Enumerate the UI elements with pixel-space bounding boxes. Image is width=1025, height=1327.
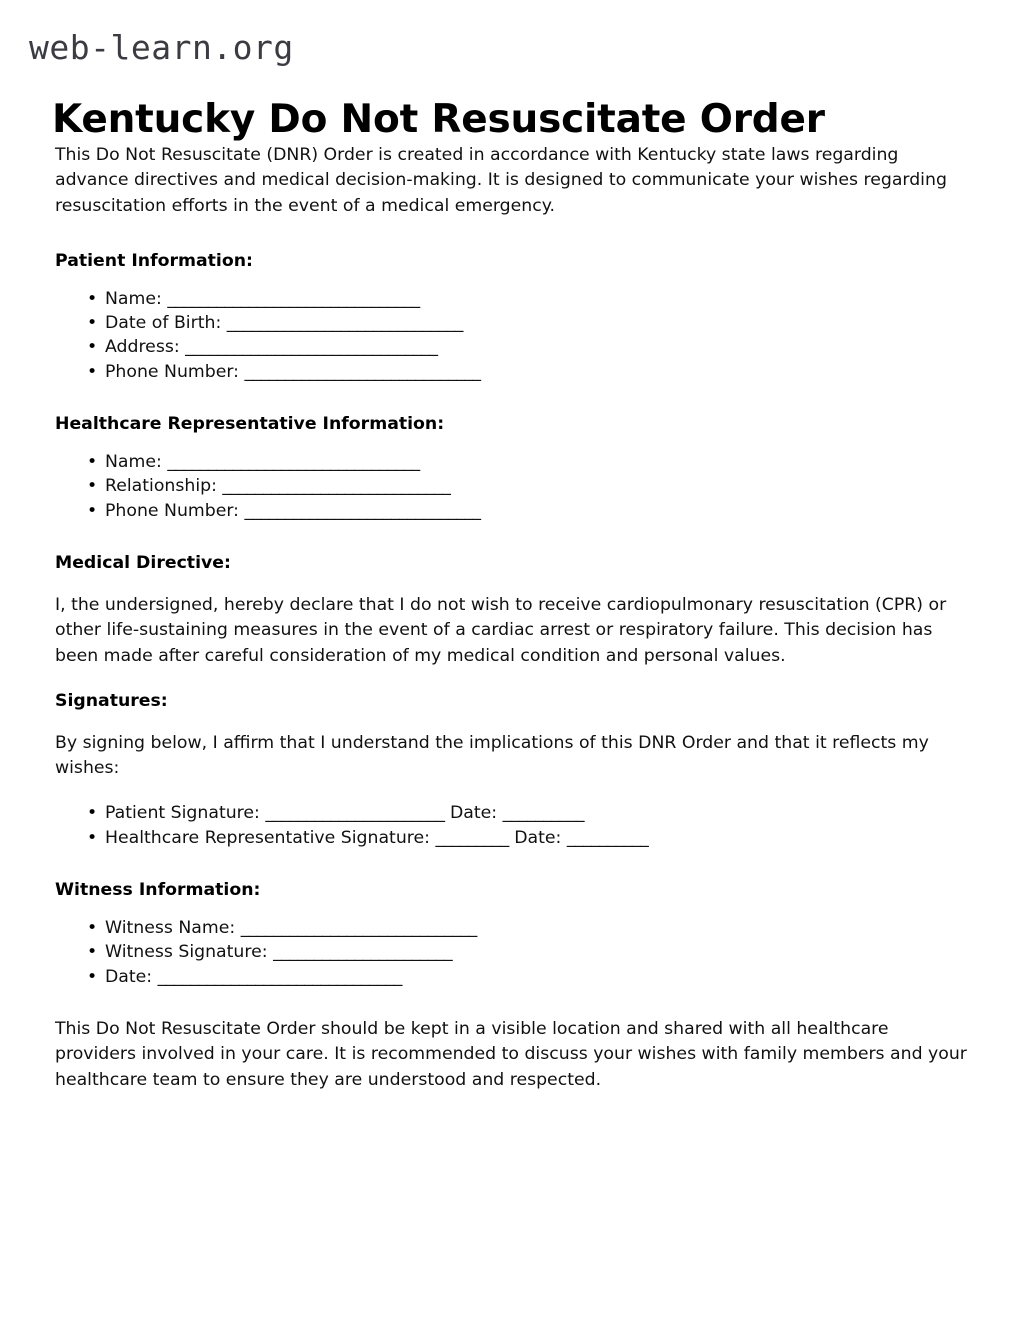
field-patient-phone-number <box>55 360 970 384</box>
intro-paragraph: This Do Not Resuscitate (DNR) Order is created in accordance with Kentucky state laws regarding advance directives and medical decision-making. It is designed to communicate your wishes regarding resuscitation efforts in the event of a medical emergency. <box>55 145 947 216</box>
field-blank[interactable]: _____________________________ <box>244 361 481 382</box>
field-label: Name: <box>105 452 162 473</box>
field-representative-name <box>55 450 970 474</box>
document-body <box>55 143 970 1093</box>
date-label: Date: <box>514 827 562 848</box>
field-blank[interactable]: ______________________ <box>265 803 445 824</box>
field-label: Address: <box>105 337 180 358</box>
signature-fields <box>55 801 970 850</box>
field-blank[interactable]: _______________________________ <box>185 337 438 358</box>
field-patient-address <box>55 335 970 359</box>
section-heading-witness-information: Witness Information: <box>55 880 261 901</box>
page-title: Kentucky Do Not Resuscitate Order <box>52 97 825 143</box>
healthcare-representative-fields <box>55 450 970 523</box>
field-label: Phone Number: <box>105 500 239 521</box>
signatures-paragraph: By signing below, I affirm that I understand the implications of this DNR Order and that it reflects my wishes: <box>55 732 929 779</box>
date-blank[interactable]: __________ <box>566 827 649 848</box>
section-heading-patient-information: Patient Information: <box>55 250 253 271</box>
witness-information-fields <box>55 916 970 989</box>
field-label: Witness Name: <box>105 918 236 939</box>
field-blank[interactable]: _____________________________ <box>226 313 463 334</box>
field-blank[interactable]: _____________________________ <box>244 500 481 521</box>
field-representative-signature <box>55 826 970 850</box>
field-patient-signature <box>55 801 970 825</box>
field-label: Phone Number: <box>105 361 239 382</box>
field-blank[interactable]: ____________________________ <box>222 476 451 497</box>
section-heading-signatures: Signatures: <box>55 690 168 711</box>
field-patient-date-of-birth <box>55 311 970 335</box>
field-witness-date <box>55 965 970 989</box>
section-heading-medical-directive: Medical Directive: <box>55 552 231 573</box>
field-blank[interactable]: _________ <box>435 827 509 848</box>
medical-directive-paragraph: I, the undersigned, hereby declare that I do not wish to receive cardiopulmonary resuscitation (CPR) or other life-sustaining measures in the event of a cardiac arrest or respiratory failure. This decision has been made after careful consideration of my medical condition and personal values. <box>55 594 947 666</box>
field-label: Name: <box>105 288 162 309</box>
section-heading-healthcare-representative-information: Healthcare Representative Information: <box>55 414 445 435</box>
date-blank[interactable]: __________ <box>502 803 584 824</box>
field-representative-relationship <box>55 474 970 498</box>
field-blank[interactable]: _______________________________ <box>167 452 420 473</box>
field-label: Date of Birth: <box>105 313 222 334</box>
field-label: Date: <box>105 966 153 987</box>
date-label: Date: <box>449 803 498 824</box>
field-label: Relationship: <box>105 476 217 497</box>
field-label: Patient Signature: <box>105 803 260 824</box>
field-witness-name <box>55 916 970 940</box>
site-logo: web-learn.org <box>29 28 294 67</box>
field-blank[interactable]: _______________________________ <box>167 288 420 309</box>
field-label: Healthcare Representative Signature: <box>105 827 430 848</box>
field-label: Witness Signature: <box>105 942 268 963</box>
closing-paragraph: This Do Not Resuscitate Order should be kept in a visible location and shared with all healthcare providers involved in your care. It is recommended to discuss your wishes with family members and your healthcare team to ensure they are understood and respected. <box>55 1018 967 1090</box>
field-representative-phone-number <box>55 499 970 523</box>
field-blank[interactable]: ______________________ <box>273 942 453 963</box>
field-patient-name <box>55 287 970 311</box>
field-blank[interactable]: _____________________________ <box>240 918 477 939</box>
field-witness-signature <box>55 940 970 964</box>
patient-information-fields <box>55 287 970 384</box>
field-blank[interactable]: ______________________________ <box>157 966 402 987</box>
